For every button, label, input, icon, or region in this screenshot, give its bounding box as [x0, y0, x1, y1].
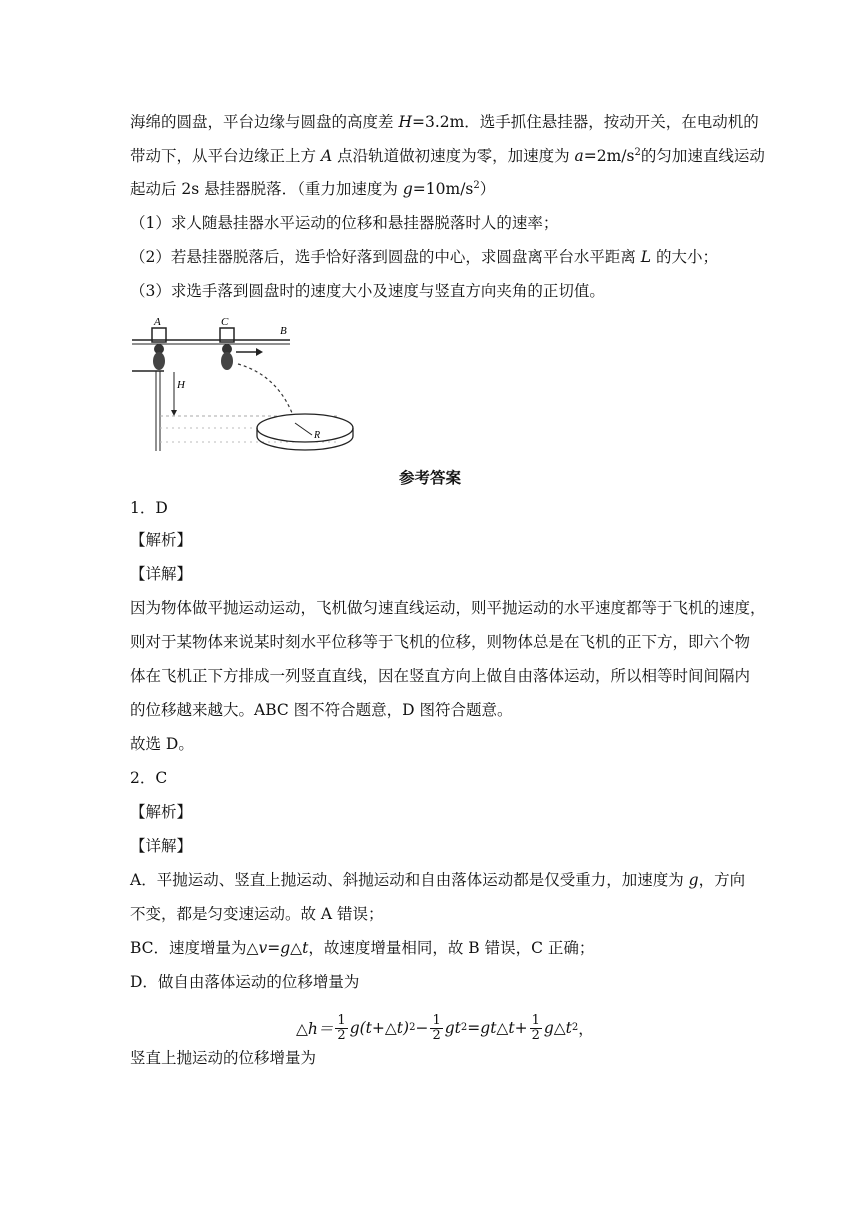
arrow-head [256, 348, 263, 356]
answers-title: 参考答案 [398, 468, 461, 487]
disk-top [257, 414, 353, 442]
answer-1-conclusion: 故选 D。 [130, 735, 194, 753]
answer-1-para-1: 因为物体做平抛运动运动，飞机做匀速直线运动，则平抛运动的水平速度都等于飞机的速度， [130, 599, 766, 617]
person-a-body [153, 352, 165, 370]
answer-2-para-d: D．做自由落体运动的位移增量为 [130, 973, 360, 991]
problem-line-2: 带动下，从平台边缘正上方 A 点沿轨道做初速度为零，加速度为 $a=2m/s^2$的匀加速直线运动 [130, 146, 765, 165]
problem-line-3: 起动后 2s 悬挂器脱落．（重力加速度为 $g=10m/s^2$） [130, 179, 496, 198]
answer-1-analysis-tag: 【解析】 [130, 531, 193, 549]
answer-2-para-a2: 不变，都是匀变速运动。故 A 错误； [130, 905, 384, 923]
answer-1-para-4: 的位移越来越大。ABC 图不符合题意，D 图符合题意。 [130, 701, 513, 719]
problem-line-1: 海绵的圆盘，平台边缘与圆盘的高度差 H=3.2m．选手抓住悬挂器，按动开关，在电动机的 [130, 113, 759, 131]
answer-1-detail-tag: 【详解】 [130, 565, 193, 583]
fraction-half-2: $\frac{1}{2}$ [432, 1012, 441, 1043]
label-c: C [221, 316, 229, 328]
answer-1-para-3: 体在飞机正下方排成一列竖直直线，因在竖直方向上做自由落体运动，所以相等时间间隔内 [130, 667, 751, 685]
answer-2-para-a1: A．平抛运动、竖直上抛运动、斜抛运动和自由落体运动都是仅受重力，加速度为 g，方向 [130, 871, 746, 889]
answer-2-para-last: 竖直上抛运动的位移增量为 [130, 1049, 317, 1067]
answer-2-analysis-tag: 【解析】 [130, 803, 193, 821]
label-r: R [314, 430, 321, 441]
fraction-half-3: $\frac{1}{2}$ [531, 1012, 540, 1043]
displacement-formula: △h＝ $\frac{1}{2}$ g(t+△t) 2 − $\frac{1}{2}$ gt 2 = gt△t+ $\frac{1}{2}$ g△t 2 ， [296, 1012, 594, 1043]
label-h: H [177, 379, 185, 391]
answer-2-head: 2．C [130, 769, 168, 787]
question-1: （1）求人随悬挂器水平运动的位移和悬挂器脱落时人的速率； [130, 214, 559, 232]
answer-1-para-2: 则对于某物体来说某时刻水平位移等于飞机的位移，则物体总是在飞机的正下方，即六个物 [130, 633, 751, 651]
label-a: A [154, 316, 161, 328]
question-2: （2）若悬挂器脱落后，选手恰好落到圆盘的中心，求圆盘离平台水平距离 L 的大小； [130, 248, 719, 266]
label-b: B [280, 325, 287, 337]
answer-1-head: 1．D [130, 499, 168, 517]
answer-2-para-bc: BC．速度增量为△v=g△t，故速度增量相同，故 B 错误，C 正确； [130, 939, 595, 957]
person-c-body [221, 352, 233, 370]
trajectory-curve [238, 364, 295, 421]
question-3: （3）求选手落到圆盘时的速度大小及速度与竖直方向夹角的正切值。 [130, 282, 605, 300]
problem-figure [130, 316, 360, 458]
fraction-half-1: $\frac{1}{2}$ [337, 1012, 346, 1043]
answer-2-detail-tag: 【详解】 [130, 837, 193, 855]
